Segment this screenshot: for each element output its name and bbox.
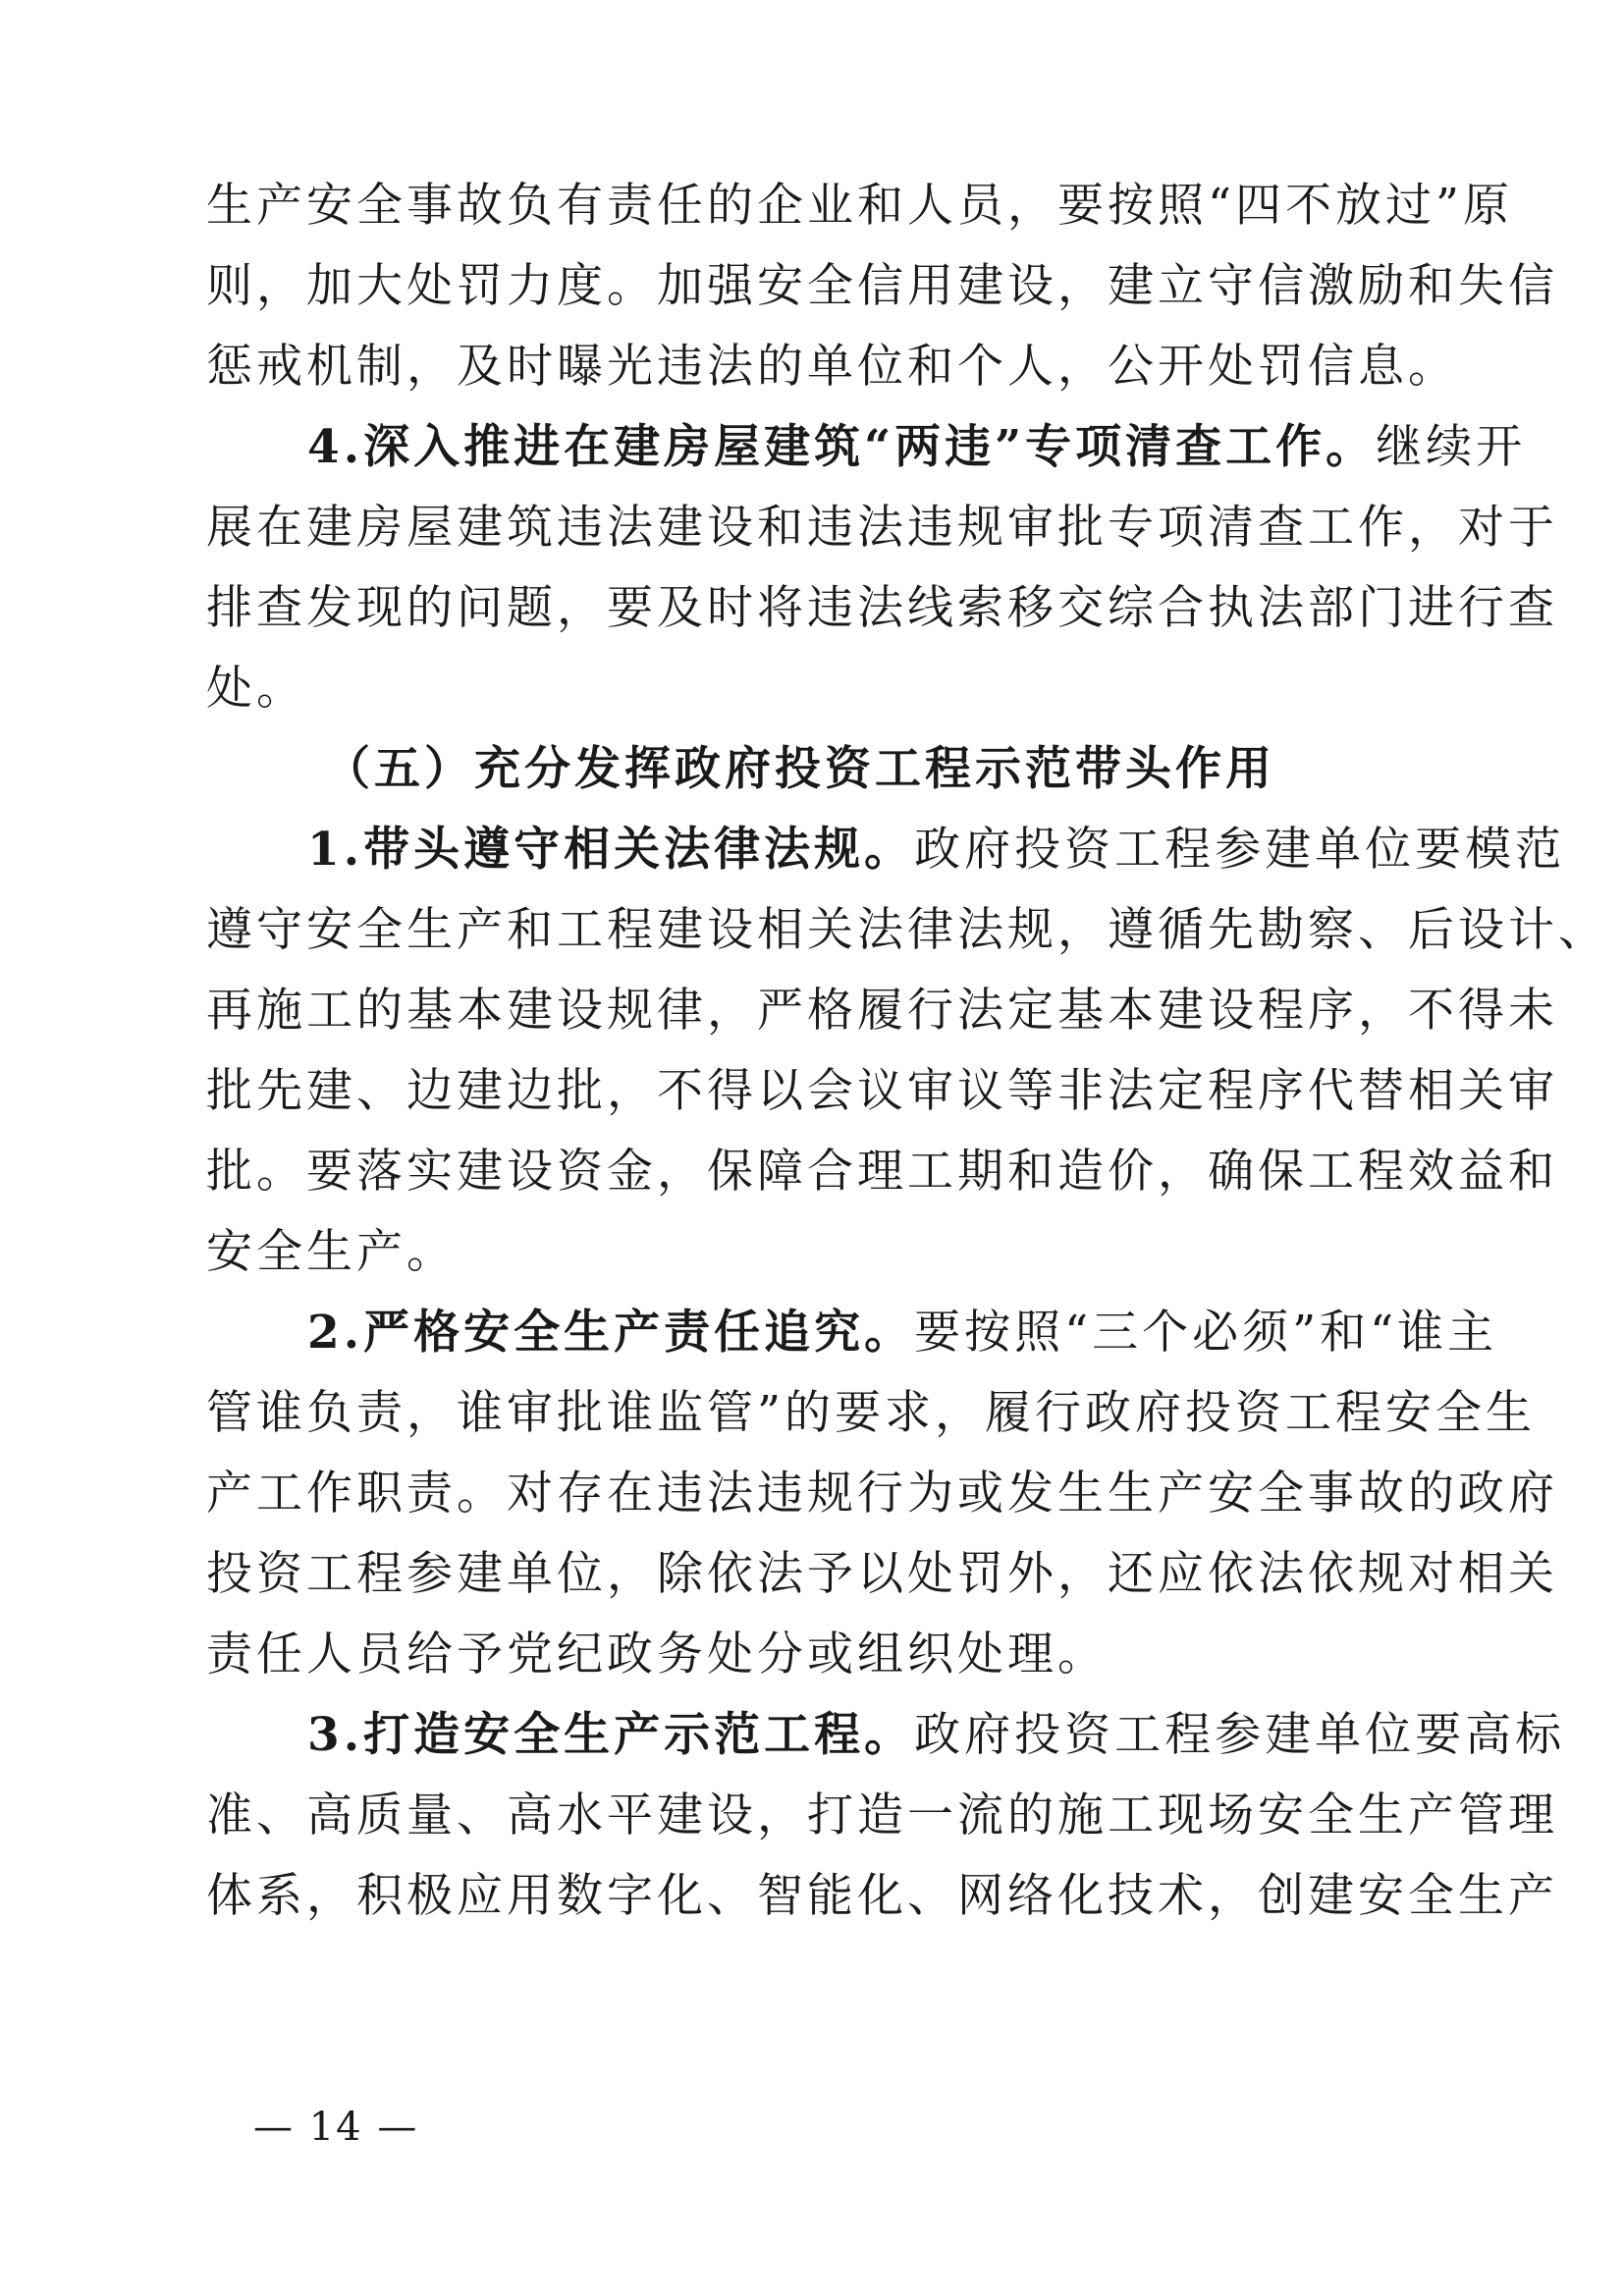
body-line: 遵守安全生产和工程建设相关法律法规，遵循先勘察、后设计、 xyxy=(206,903,1608,957)
body-line: 产工作职责。对存在违法违规行为或发生生产安全事故的政府 xyxy=(206,1467,1558,1521)
item-5-2-paragraph-start xyxy=(307,1304,1497,1362)
body-line: 生产安全事故负有责任的企业和人员，要按照“四不放过”原 xyxy=(206,179,1514,233)
body-line: 再施工的基本建设规律，严格履行法定基本建设程序，不得未 xyxy=(206,984,1558,1038)
body-line: 安全生产。 xyxy=(206,1225,457,1279)
body-line: 管谁负责，谁审批谁监管”的要求，履行政府投资工程安全生 xyxy=(206,1386,1537,1440)
body-line: 体系，积极应用数字化、智能化、网络化技术，创建安全生产 xyxy=(206,1869,1558,1923)
item-4-text: 继续开 xyxy=(1376,420,1527,474)
body-line: 处。 xyxy=(206,662,306,716)
body-line: 惩戒机制，及时曝光违法的单位和个人，公开处罚信息。 xyxy=(206,340,1458,394)
body-line: 准、高质量、高水平建设，打造一流的施工现场安全生产管理 xyxy=(206,1789,1558,1842)
section-5-heading: （五）充分发挥政府投资工程示范带头作用 xyxy=(324,742,1275,796)
item-5-3-text: 政府投资工程参建单位要高标 xyxy=(914,1708,1566,1762)
body-line: 投资工程参建单位，除依法予以处罚外，还应依法依规对相关 xyxy=(206,1547,1558,1601)
body-line: 责任人员给予党纪政务处分或组织处理。 xyxy=(206,1628,1108,1682)
body-line: 排查发现的问题，要及时将违法线索移交综合执法部门进行查 xyxy=(206,581,1558,635)
item-4-paragraph-start xyxy=(307,418,1526,477)
item-5-1-paragraph-start xyxy=(307,821,1565,880)
body-line: 则，加大处罚力度。加强安全信用建设，建立守信激励和失信 xyxy=(206,259,1558,313)
page-number: — 14 — xyxy=(253,2105,419,2150)
item-4-title: 4.深入推进在建房屋建筑“两违”专项清查工作。 xyxy=(307,420,1377,474)
body-line: 批。要落实建设资金，保障合理工期和造价，确保工程效益和 xyxy=(206,1145,1558,1199)
item-5-3-paragraph-start xyxy=(307,1706,1565,1765)
body-line: 批先建、边建边批，不得以会议审议等非法定程序代替相关审 xyxy=(206,1064,1558,1118)
item-5-2-text: 要按照“三个必须”和“谁主 xyxy=(914,1306,1498,1360)
item-5-2-title: 2.严格安全生产责任追究。 xyxy=(307,1306,915,1360)
item-5-3-title: 3.打造安全生产示范工程。 xyxy=(307,1708,915,1762)
item-5-1-text: 政府投资工程参建单位要模范 xyxy=(914,823,1566,877)
body-line: 展在建房屋建筑违法建设和违法违规审批专项清查工作，对于 xyxy=(206,501,1558,555)
item-5-1-title: 1.带头遵守相关法律法规。 xyxy=(307,823,915,877)
